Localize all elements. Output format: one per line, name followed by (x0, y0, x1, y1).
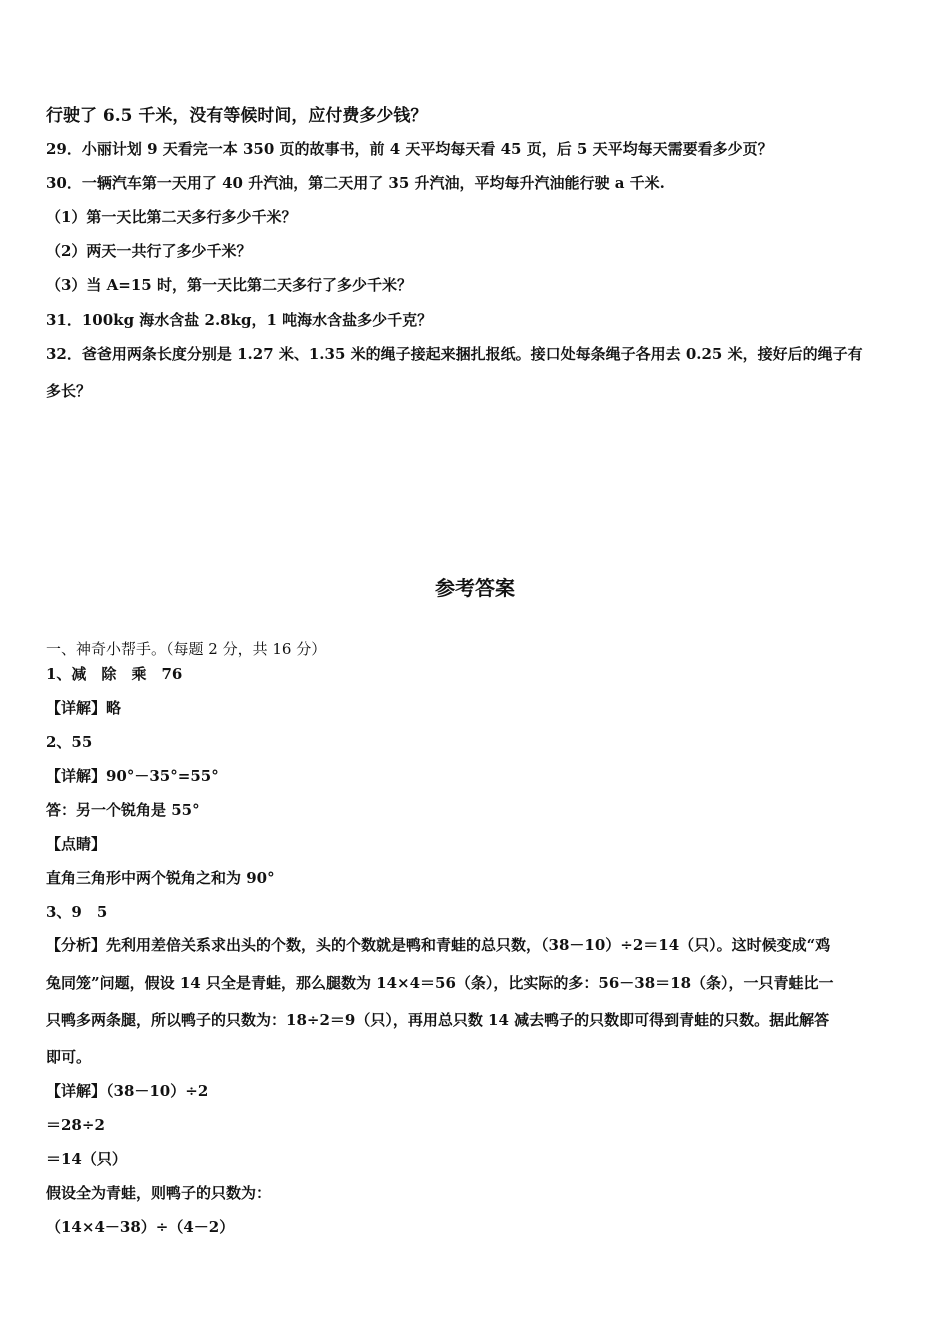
question-30-part-1: （1）第一天比第二天多行多少千米？ (46, 208, 297, 226)
question-continuation: 行驶了 6.5 千米，没有等候时间，应付费多少钱？ (46, 106, 428, 126)
answer-3-detail-line-1: 【详解】（38－10）÷2 (46, 1082, 209, 1100)
question-30-part-3: （3）当 A=15 时，第一天比第二天多行了多少千米？ (46, 276, 412, 294)
answer-3: 3、9 5 (46, 903, 108, 921)
answer-3-detail-line-4: 假设全为青蛙，则鸭子的只数为： (46, 1184, 272, 1202)
answer-3-analysis-line-3: 只鸭多两条腿，所以鸭子的只数为：18÷2＝9（只），再用总只数 14 减去鸭子的只数即可得到青蛙的只数。据此解答 (46, 1011, 830, 1029)
answer-2-answer: 答：另一个锐角是 55° (46, 801, 200, 819)
answer-3-detail-line-5: （14×4－38）÷（4－2） (46, 1218, 235, 1236)
answer-1: 1、减 除 乘 76 (46, 665, 183, 683)
question-30-part-2: （2）两天一共行了多少千米？ (46, 242, 252, 260)
answer-2-detail: 【详解】90°－35°=55° (46, 767, 219, 785)
answer-1-detail: 【详解】略 (46, 699, 122, 717)
question-29: 29．小丽计划 9 天看完一本 350 页的故事书，前 4 天平均每天看 45 页，后 5 天平均每天需要看多少页？ (46, 140, 773, 158)
answer-2-note: 直角三角形中两个锐角之和为 90° (46, 869, 275, 887)
answer-3-analysis-line-1: 【分析】先利用差倍关系求出头的个数，头的个数就是鸭和青蛙的总只数，（38－10）÷2＝14（只）。这时候变成“鸡 (46, 936, 831, 954)
question-31: 31．100kg 海水含盐 2.8kg，1 吨海水含盐多少千克？ (46, 311, 433, 329)
answer-3-detail-line-2: ＝28÷2 (46, 1116, 105, 1134)
answer-2: 2、55 (46, 733, 93, 751)
answers-title: 参考答案 (435, 576, 515, 600)
section-heading: 一、神奇小帮手。（每题 2 分，共 16 分） (46, 640, 327, 658)
question-32-line-2: 多长？ (46, 382, 92, 400)
answer-3-analysis-line-4: 即可。 (46, 1048, 92, 1066)
question-32-line-1: 32．爸爸用两条长度分别是 1.27 米、1.35 米的绳子接起来捆扎报纸。接口处每条绳子各用去 0.25 米，接好后的绳子有 (46, 345, 863, 363)
answer-3-detail-line-3: ＝14（只） (46, 1150, 127, 1168)
question-30: 30．一辆汽车第一天用了 40 升汽油，第二天用了 35 升汽油，平均每升汽油能行驶 a 千米. (46, 174, 665, 192)
answer-3-analysis-line-2: 兔同笼”问题，假设 14 只全是青蛙，那么腿数为 14×4＝56（条），比实际的多：56－38＝18（条），一只青蛙比一 (46, 974, 834, 992)
answer-2-note-tag: 【点睛】 (46, 835, 107, 853)
